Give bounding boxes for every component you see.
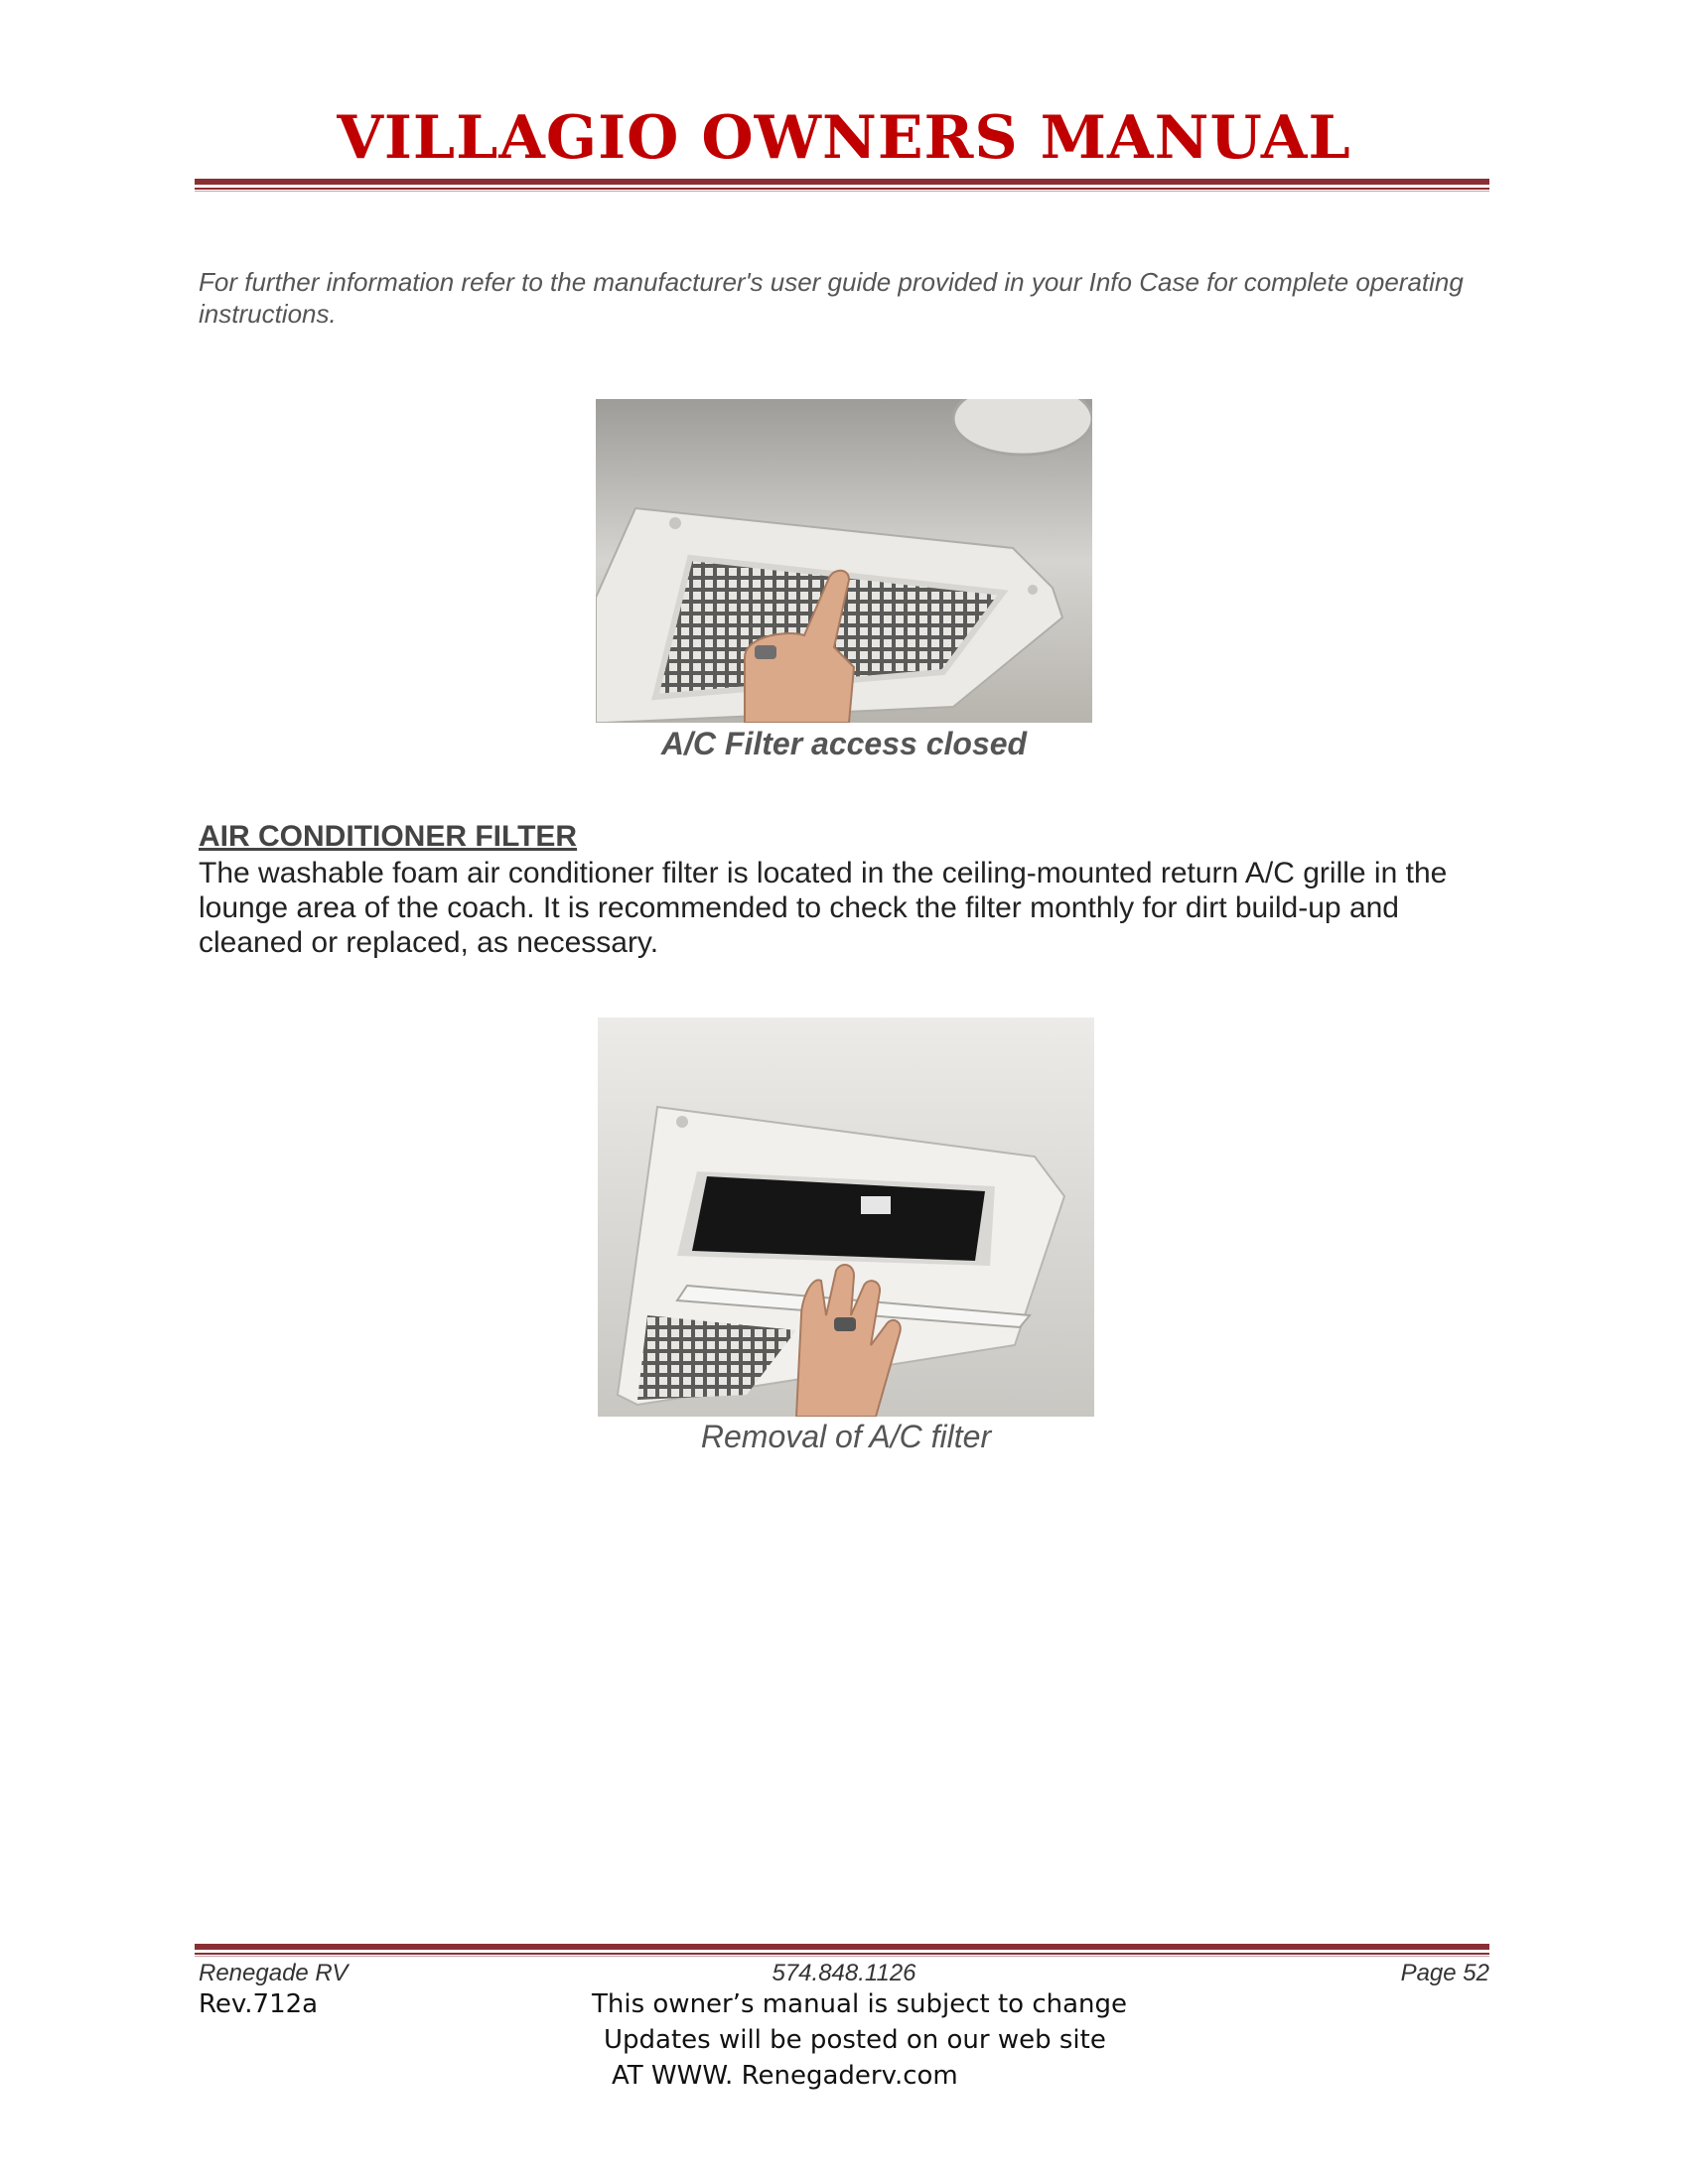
section-body: The washable foam air conditioner filter is located in the ceiling-mounted return A/C grille in the lounge area of the coach. It is recommended to check the filter monthly for dirt build-up and cleaned or replaced, as necessary. [199,857,1448,959]
footer-notice-line2: Updates will be posted on our web site [604,2025,1106,2055]
footer-website: AT WWW. Renegaderv.com [612,2061,958,2091]
figure2-caption: Removal of A/C filter [700,1419,992,1454]
section-heading: AIR CONDITIONER FILTER [199,820,578,853]
footer-phone: 574.848.1126 [772,1960,916,1986]
ac-filter-removal-photo [598,1018,1094,1417]
footer-notice-line1: This owner’s manual is subject to change [592,1989,1128,2019]
header-rule [195,179,1489,192]
footer-page-number: Page 52 [1400,1960,1489,1986]
intro-text: For further information refer to the manufacturer's user guide provided in your Info Case for complete operating instructions. [199,267,1464,329]
ac-filter-closed-photo [596,399,1092,723]
footer-company: Renegade RV [199,1960,349,1986]
footer-rule [195,1944,1489,1957]
footer-revision: Rev.712a [199,1989,319,2019]
figure1-caption: A/C Filter access closed [660,726,1028,761]
page-title: VILLAGIO OWNERS MANUAL [337,103,1351,173]
